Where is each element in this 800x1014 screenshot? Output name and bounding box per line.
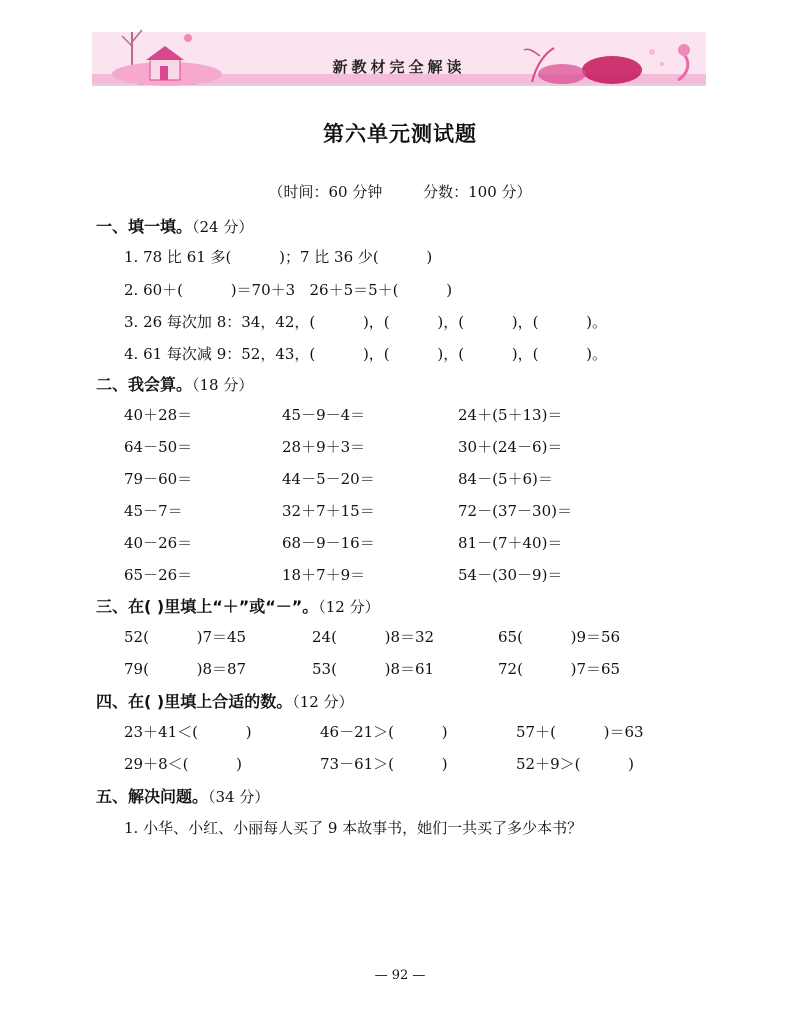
- number-fill-problem: 57＋( )＝63: [516, 723, 644, 741]
- calc-problem: 54－(30－9)＝: [458, 566, 563, 584]
- calc-problem: 64－50＝: [124, 438, 193, 456]
- calc-problem: 45－7＝: [124, 502, 183, 520]
- number-fill-problem: 23＋41＜( ): [124, 723, 252, 741]
- number-fill-problem: 52＋9＞( ): [516, 755, 635, 773]
- section-4-heading: [96, 689, 354, 712]
- time-limit: （时间：60 分钟: [268, 183, 383, 201]
- sign-fill-problem: 53( )8＝61: [312, 660, 435, 678]
- section-5-points: （34 分）: [208, 788, 270, 806]
- total-score: 分数：100 分）: [423, 183, 532, 201]
- sign-fill-problem: 24( )8＝32: [312, 628, 435, 646]
- number-fill-problem: 46－21＞( ): [320, 723, 448, 741]
- header-title: 新教材完全解读: [332, 58, 466, 76]
- question-5-1: 1. 小华、小红、小丽每人买了 9 本故事书，她们一共买了多少本书？: [124, 819, 583, 837]
- calc-problem: 65－26＝: [124, 566, 193, 584]
- calc-problem: 45－9－4＝: [282, 406, 366, 424]
- section-5-heading: [96, 784, 269, 807]
- calc-problem: 18＋7＋9＝: [282, 566, 366, 584]
- sign-fill-problem: 79( )8＝87: [124, 660, 247, 678]
- page-number: — 92 —: [374, 968, 426, 983]
- calc-problem: 68－9－16＝: [282, 534, 375, 552]
- section-1-points: （24 分）: [192, 218, 254, 236]
- section-2-heading: [96, 372, 253, 395]
- question-1-1: 1. 78 比 61 多( )；7 比 36 少( ): [124, 248, 433, 266]
- question-1-3: 3. 26 每次加 8：34，42，( )，( )，( )，( )。: [124, 313, 607, 331]
- sign-fill-problem: 52( )7＝45: [124, 628, 247, 646]
- section-1-heading: [96, 214, 253, 237]
- sign-fill-problem: 72( )7＝65: [498, 660, 621, 678]
- test-meta: [0, 181, 800, 202]
- calc-problem: 79－60＝: [124, 470, 193, 488]
- page-header-banner: [92, 12, 706, 88]
- section-3-title: 三、在( )里填上“＋”或“－”。: [96, 597, 319, 616]
- question-1-2: 2. 60＋( )＝70＋3 26＋5＝5＋( ): [124, 281, 453, 299]
- section-4-points: （12 分）: [292, 693, 354, 711]
- section-2-points: （18 分）: [192, 376, 254, 394]
- section-2-title: 二、我会算。: [96, 375, 193, 394]
- sign-fill-problem: 65( )9＝56: [498, 628, 621, 646]
- calc-problem: 81－(7＋40)＝: [458, 534, 563, 552]
- section-4-title: 四、在( )里填上合适的数。: [96, 692, 293, 711]
- calc-problem: 28＋9＋3＝: [282, 438, 366, 456]
- number-fill-problem: 73－61＞( ): [320, 755, 448, 773]
- calc-problem: 44－5－20＝: [282, 470, 375, 488]
- calc-problem: 32＋7＋15＝: [282, 502, 375, 520]
- question-1-4: 4. 61 每次减 9：52，43，( )，( )，( )，( )。: [124, 345, 607, 363]
- number-fill-problem: 29＋8＜( ): [124, 755, 243, 773]
- calc-problem: 30＋(24－6)＝: [458, 438, 563, 456]
- section-3-points: （12 分）: [318, 598, 380, 616]
- calc-problem: 72－(37－30)＝: [458, 502, 572, 520]
- page-title: 第六单元测试题: [323, 121, 477, 146]
- calc-problem: 24＋(5＋13)＝: [458, 406, 563, 424]
- section-3-heading: [96, 594, 380, 617]
- calc-problem: 40－26＝: [124, 534, 193, 552]
- section-5-title: 五、解决问题。: [96, 787, 209, 806]
- calc-problem: 84－(5＋6)＝: [458, 470, 553, 488]
- calc-problem: 40＋28＝: [124, 406, 193, 424]
- section-1-title: 一、填一填。: [96, 217, 193, 236]
